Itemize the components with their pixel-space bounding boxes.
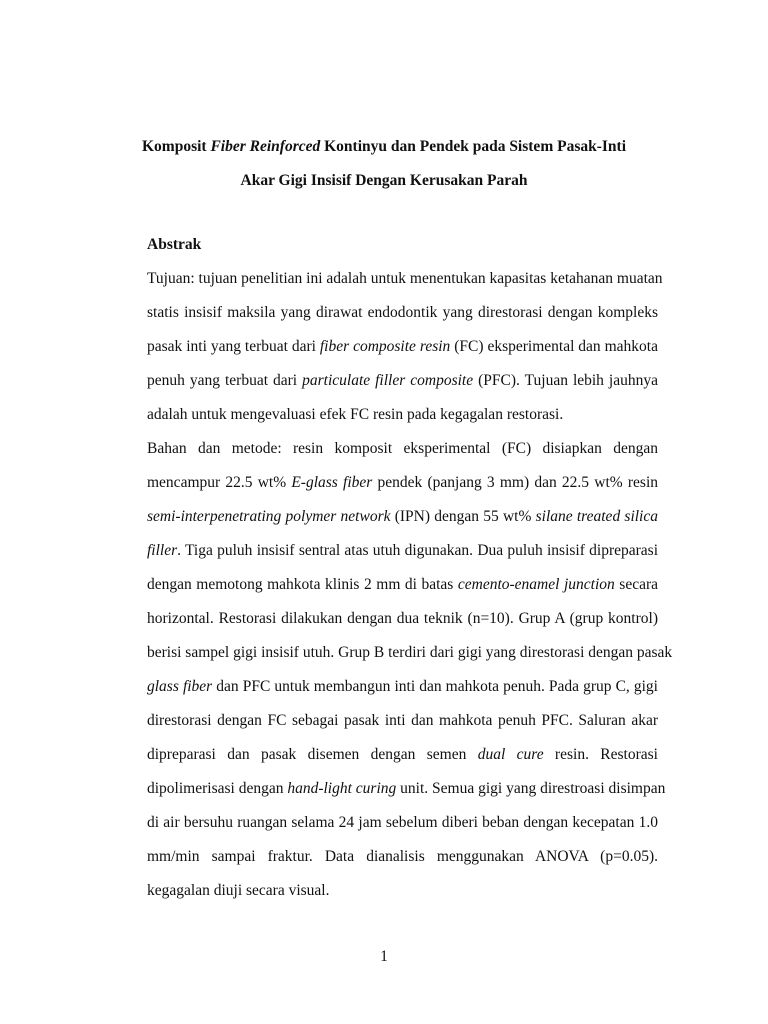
- paragraph-2-line: kegagalan diuji secara visual.: [147, 882, 330, 899]
- page-number: 1: [380, 948, 388, 965]
- paragraph-2-line: berisi sampel gigi insisif utuh. Grup B terdiri dari gigi yang direstorasi dengan pasak: [147, 644, 673, 661]
- paragraph-2-line: semi-interpenetrating polymer network (IPN) dengan 55 wt% silane treated silica: [147, 508, 658, 525]
- paragraph-2-line: direstorasi dengan FC sebagai pasak inti dan mahkota penuh PFC. Saluran akar: [147, 712, 658, 729]
- paragraph-2-line: glass fiber dan PFC untuk membangun inti dan mahkota penuh. Pada grup C, gigi: [147, 678, 658, 695]
- paragraph-2-line: dipreparasi dan pasak disemen dengan semen dual cure resin. Restorasi: [147, 746, 658, 763]
- document-title-line-1: Komposit Fiber Reinforced Kontinyu dan Pendek pada Sistem Pasak-Inti: [141, 138, 627, 155]
- paragraph-2-line: mm/min sampai fraktur. Data dianalisis menggunakan ANOVA (p=0.05).: [147, 848, 658, 865]
- paragraph-2-line: dengan memotong mahkota klinis 2 mm di batas cemento-enamel junction secara: [147, 576, 659, 593]
- paragraph-2-line: filler. Tiga puluh insisif sentral atas utuh digunakan. Dua puluh insisif dipreparasi: [147, 542, 658, 559]
- paragraph-1-line: penuh yang terbuat dari particulate filler composite (PFC). Tujuan lebih jauhnya: [147, 372, 658, 389]
- paragraph-2-line: di air bersuhu ruangan selama 24 jam sebelum diberi beban dengan kecepatan 1.0: [147, 814, 658, 831]
- paragraph-1-line: Tujuan: tujuan penelitian ini adalah untuk menentukan kapasitas ketahanan muatan: [147, 270, 663, 287]
- paragraph-2-line: horizontal. Restorasi dilakukan dengan dua teknik (n=10). Grup A (grup kontrol): [147, 610, 658, 627]
- document-title-line-2: Akar Gigi Insisif Dengan Kerusakan Parah: [240, 172, 528, 189]
- paragraph-2-line: dipolimerisasi dengan hand-light curing unit. Semua gigi yang direstroasi disimpan: [147, 780, 666, 797]
- paragraph-1-line: statis insisif maksila yang dirawat endodontik yang direstorasi dengan kompleks: [147, 304, 658, 321]
- paragraph-2-line: Bahan dan metode: resin komposit eksperimental (FC) disiapkan dengan: [147, 440, 658, 457]
- abstract-heading: Abstrak: [147, 236, 202, 253]
- paragraph-1-line: pasak inti yang terbuat dari fiber composite resin (FC) eksperimental dan mahkota: [147, 338, 658, 355]
- paragraph-1-line: adalah untuk mengevaluasi efek FC resin pada kegagalan restorasi.: [147, 406, 564, 423]
- paragraph-2-line: mencampur 22.5 wt% E-glass fiber pendek (panjang 3 mm) dan 22.5 wt% resin: [147, 474, 659, 491]
